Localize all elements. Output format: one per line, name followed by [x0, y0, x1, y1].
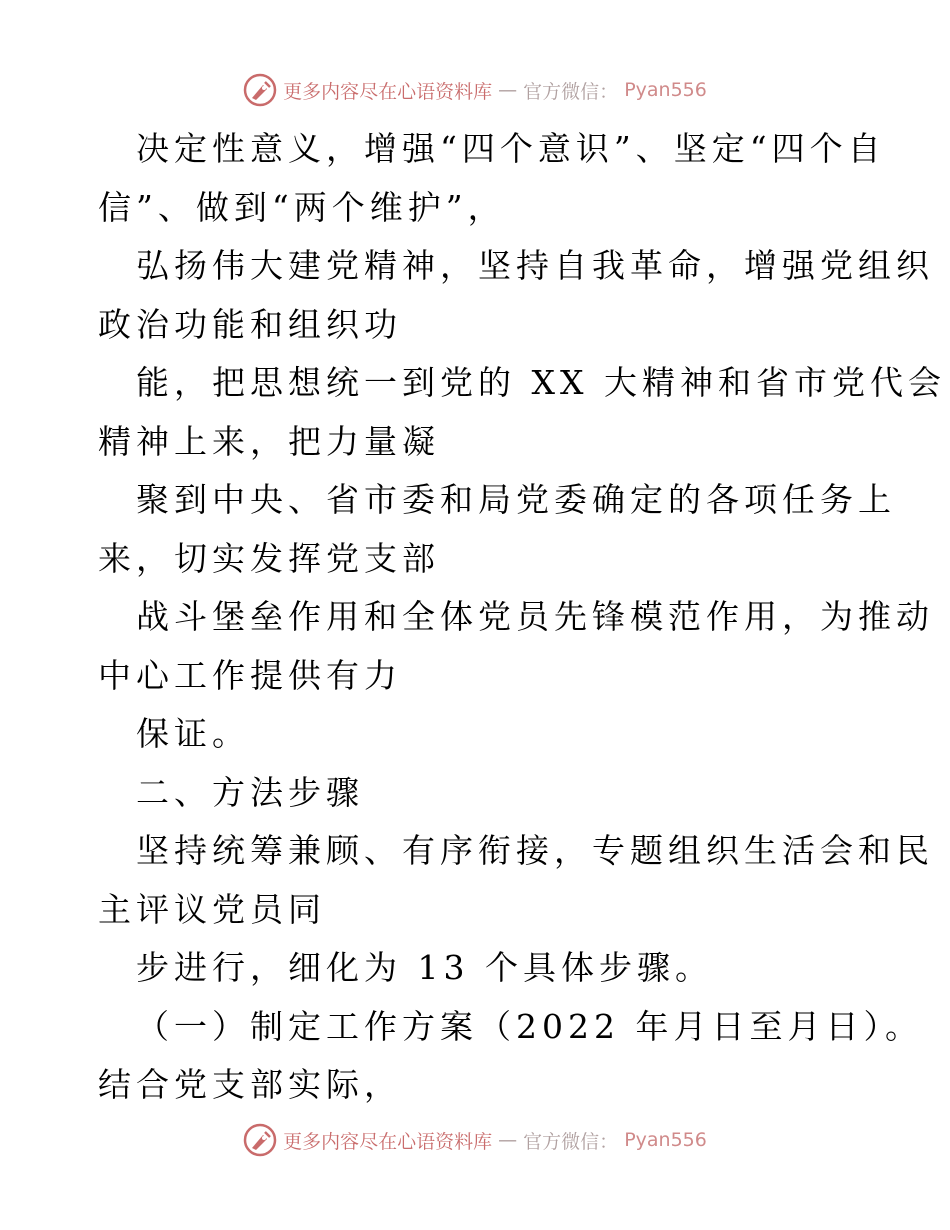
watermark-account-label: 官方微信： — [523, 1130, 619, 1153]
watermark-title: 更多内容尽在心语资料库 — [283, 1130, 493, 1153]
text-line: 保证。 — [136, 714, 250, 753]
text-line: 步进行，细化为 13 个具体步骤。 — [136, 948, 713, 987]
text-line: 主评议党员同 — [98, 889, 326, 929]
text-line: 坚持统筹兼顾、有序衔接，专题组织生活会和民 — [136, 831, 934, 870]
text-line: 聚到中央、省市委和局党委确定的各项任务上 — [136, 480, 896, 519]
pen-nib-logo-icon — [243, 1123, 277, 1157]
text-line: 中心工作提供有力 — [98, 655, 402, 695]
watermark-title: 更多内容尽在心语资料库 — [283, 80, 493, 103]
document-body — [98, 120, 946, 1115]
text-line: 战斗堡垒作用和全体党员先锋模范作用，为推动 — [136, 597, 934, 636]
text-line: 结合党支部实际， — [98, 1065, 402, 1104]
text-line: 弘扬伟大建党精神，坚持自我革命，增强党组织 — [136, 246, 934, 285]
watermark-account-id: Pyan556 — [624, 79, 707, 101]
text-line: （一）制定工作方案（2022 年月日至月日）。 — [136, 1006, 923, 1046]
footer-watermark — [0, 1120, 950, 1160]
watermark-dash: — — [498, 79, 518, 101]
watermark-account-id: Pyan556 — [624, 1129, 707, 1151]
text-line: 能，把思想统一到党的 XX 大精神和省市党代会 — [136, 363, 946, 402]
text-line: 精神上来，把力量凝 — [98, 421, 440, 461]
watermark-dash: — — [498, 1129, 518, 1151]
text-line: 来，切实发挥党支部 — [98, 538, 440, 578]
header-watermark — [0, 70, 950, 110]
text-line: 信”、做到“两个维护”， — [98, 187, 506, 227]
section-heading: 二、方法步骤 — [136, 772, 364, 812]
text-line: 政治功能和组织功 — [98, 304, 402, 344]
watermark-account-label: 官方微信： — [523, 80, 619, 103]
text-line: 决定性意义，增强“四个意识”、坚定“四个自 — [136, 129, 886, 168]
pen-nib-logo-icon — [243, 73, 277, 107]
